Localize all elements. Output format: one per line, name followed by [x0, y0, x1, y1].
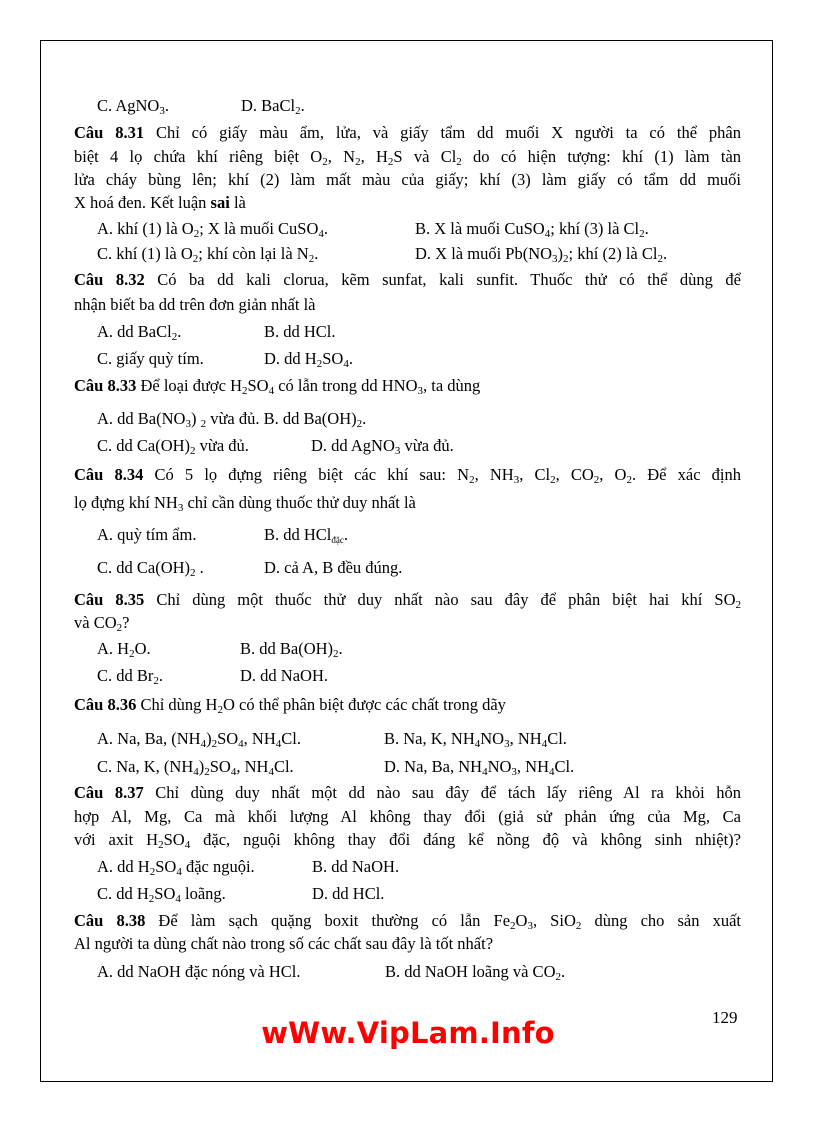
q833-options-ab: A. dd $Ba(NO_3)$ $_2$ vừa đủ. B. dd $Ba(OH)_2$.	[97, 409, 367, 430]
watermark: wWw.VipLam.Info	[261, 1016, 555, 1050]
q834-stem-line2: lọ đựng khí $NH_3$ chỉ cần dùng thuốc thử duy nhất là	[74, 493, 416, 514]
q837-stem-line3: với axit $H_2SO_4$ đặc, nguội không thay đổi đáng kể nồng độ và không sinh nhiệt)?	[74, 830, 741, 850]
q836-options-cd: C. Na, K, $(NH_4)_2SO_4$, $NH_4Cl$. D. Na, Ba, $NH_4NO_3$, $NH_4Cl$.	[97, 757, 575, 778]
q835-stem-line1: Câu 8.35 Chỉ dùng một thuốc thử duy nhất nào sau đây để phân biệt hai khí $SO_2$	[74, 590, 741, 610]
q837-options-ab: A. dd $H_2SO_4$ đặc nguội. B. dd NaOH.	[97, 857, 400, 878]
q837-stem-line2: hợp Al, Mg, Ca mà khối lượng Al không thay đổi (giả sử phản ứng của Mg, Ca	[74, 807, 741, 826]
page-number: 129	[712, 1008, 738, 1027]
q837-options-cd: C. dd $H_2SO_4$ loãng. D. dd HCl.	[97, 884, 385, 905]
q834-options-ab: A. quỳ tím ẩm. B. dd HCl$_{đặc}$.	[97, 525, 349, 545]
q836-stem: Câu 8.36 Chỉ dùng $H_2O$ có thể phân biệt được các chất trong dãy	[74, 695, 506, 716]
q832-options-ab: A. dd BaCl$_2$. B. dd HCl.	[97, 322, 336, 343]
q832-options-cd: C. giấy quỳ tím. D. dd $H_2SO_4$.	[97, 349, 353, 370]
q833-stem: Câu 8.33 Để loại được $H_2SO_4$ có lẫn trong dd $HNO_3$, ta dùng	[74, 376, 481, 397]
q835-options-cd: C. dd $Br_2$. D. dd NaOH.	[97, 666, 328, 687]
q837-stem-line1: Câu 8.37 Chỉ dùng duy nhất một dd nào sau đây để tách lấy riêng Al ra khỏi hỗn	[74, 783, 741, 802]
q832-stem-line2: nhận biết ba dd trên đơn giản nhất là	[74, 295, 316, 314]
q831-stem-line1: Câu 8.31 Chỉ có giấy màu ẩm, lửa, và giấy tẩm dd muối X người ta có thể phân	[74, 123, 741, 142]
q831-options-cd: C. khí (1) là $O_2$; khí còn lại là $N_2$. D. X là muối $Pb(NO_3)_2$; khí (2) là $Cl_2$.	[97, 244, 668, 265]
q838-options-ab: A. dd NaOH đặc nóng và HCl. B. dd NaOH loãng và $CO_2$.	[97, 962, 566, 983]
q831-stem-line2: biệt 4 lọ chứa khí riêng biệt $O_2$, $N_2$, $H_2S$ và $Cl_2$ do có hiện tượng: khí (1) làm tàn	[74, 147, 741, 167]
q831-stem-line4: X hoá đen. Kết luận sai là	[74, 193, 246, 212]
q835-stem-line2: và $CO_2$?	[74, 613, 130, 634]
q831-options-ab: A. khí (1) là $O_2$; X là muối CuSO$_4$. B. X là muối CuSO$_4$; khí (3) là $Cl_2$.	[97, 219, 649, 240]
q831-stem-line3: lửa cháy bùng lên; khí (2) làm mất màu của giấy; khí (3) làm giấy có tẩm dd muối	[74, 170, 741, 189]
q834-options-cd: C. dd $Ca(OH)_2$ . D. cả A, B đều đúng.	[97, 558, 403, 579]
q834-stem-line1: Câu 8.34 Có 5 lọ đựng riêng biệt các khí sau: $N_2$, $NH_3$, $Cl_2$, $CO_2$, $O_2$. Để xác định	[74, 465, 741, 485]
q830-options-cd: C. AgNO$_3$. D. BaCl$_2$.	[97, 96, 305, 117]
q835-options-ab: A. $H_2O$. B. dd $Ba(OH)_2$.	[97, 639, 343, 660]
q836-options-ab: A. Na, Ba, $(NH_4)_2SO_4$, $NH_4Cl$. B. Na, K, $NH_4NO_3$, $NH_4Cl$.	[97, 729, 567, 750]
q838-stem-line2: Al người ta dùng chất nào trong số các chất sau đây là tốt nhất?	[74, 934, 494, 953]
q832-stem-line1: Câu 8.32 Có ba dd kali clorua, kẽm sunfat, kali sunfit. Thuốc thử có thể dùng để	[74, 270, 741, 289]
q833-options-cd: C. dd $Ca(OH)_2$ vừa đủ. D. dd AgNO$_3$ vừa đủ.	[97, 436, 454, 457]
q838-stem-line1: Câu 8.38 Để làm sạch quặng boxit thường có lẫn $Fe_2O_3$, SiO$_2$ dùng cho sản xuất	[74, 911, 741, 931]
